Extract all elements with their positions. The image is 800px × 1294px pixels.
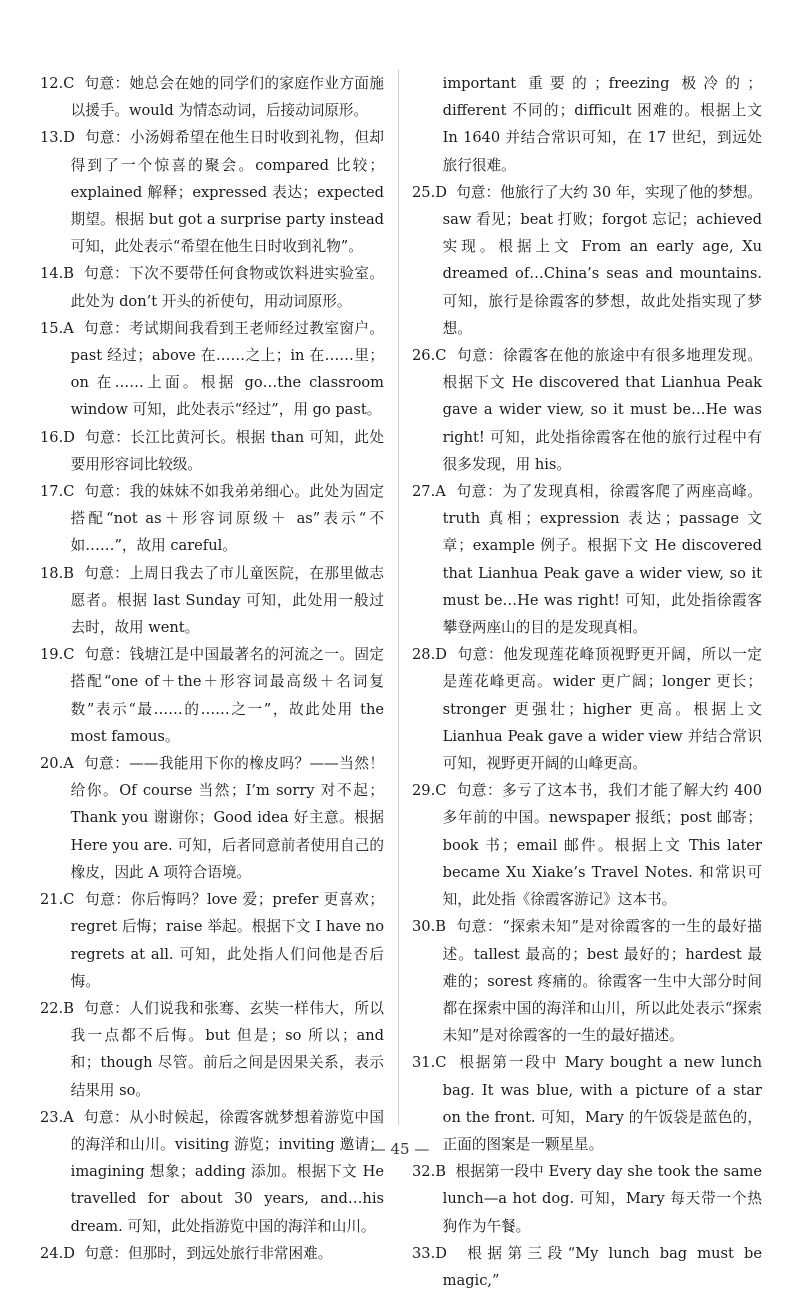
answer-item-23: 23.A 句意：从小时候起，徐霞客就梦想着游览中国的海洋和山川。visiting 游览；inviting 邀请；imagining 想象；adding 添加。根据下文 He travelled for about 30 years, and…his dream. 可知，此处指游览中国的海洋和山川。 <box>40 1108 384 1235</box>
answer-item-33: 33.D 根据第三段“My lunch bag must be magic,” <box>412 1244 763 1289</box>
answer-item-20: 20.A 句意：——我能用下你的橡皮吗？——当然！给你。Of course 当然；I’m sorry 对不起；Thank you 谢谢你；Good idea 好主意。根据 Here you are. 可知，后者同意前者使用自己的橡皮，因此 A 项符合语境。 <box>40 755 384 881</box>
page-number: — 45 — <box>370 1140 430 1158</box>
answer-item-24: 24.D 句意：但那时，到远处旅行非常困难。 <box>40 1244 333 1262</box>
answer-item-30: 30.B 句意：“探索未知”是对徐霞客的一生的最好描述。tallest 最高的；best 最好的；hardest 最难的；sorest 疼痛的。徐霞客一生中大部分时间都在探索中国的海洋和山川，所以此处表示“探索未知”是对徐霞客的一生的最好描述。 <box>412 918 762 1045</box>
answer-item-22: 22.B 句意：人们说我和张骞、玄奘一样伟大，所以我一点都不后悔。but 但是；so 所以；and 和；though 尽管。前后之间是因果关系，表示结果用 so。 <box>40 999 384 1099</box>
answer-item-19: 19.C 句意：钱塘江是中国最著名的河流之一。固定搭配“one of＋the＋形容词最高级＋名词复数”表示“最……的……之一”，故此处用 the most famous。 <box>40 646 384 745</box>
answer-item-29: 29.C 句意：多亏了这本书，我们才能了解大约 400 多年前的中国。newspaper 报纸；post 邮寄；book 书；email 邮件。根据上文 This later became Xu Xiake’s Travel Notes. 和常识可知，此处指《徐霞客游记》这本书。 <box>412 782 762 909</box>
answer-item-21: 21.C 句意：你后悔吗？love 爱；prefer 更喜欢；regret 后悔；raise 举起。根据下文 I have no regrets at all. 可知，此处指人们问他是否后悔。 <box>40 891 384 990</box>
answer-item-15: 15.A 句意：考试期间我看到王老师经过教室窗户。past 经过；above 在……之上；in 在……里；on 在……上面。根据 go…the classroom window 可知，此处表示“经过”，用 go past。 <box>40 319 384 419</box>
answer-item-12: 12.C 句意：她总会在她的同学们的家庭作业方面施以援手。would 为情态动词，后接动词原形。 <box>40 75 384 120</box>
answer-item-18: 18.B 句意：上周日我去了市儿童医院，在那里做志愿者。根据 last Sunday 可知，此处用一般过去时，故用 went。 <box>40 564 384 637</box>
right-column <box>412 70 762 1294</box>
answer-item-32: 32.B 根据第一段中 Every day she took the same lunch—a hot dog. 可知，Mary 每天带一个热狗作为午餐。 <box>412 1163 762 1235</box>
answer-item-26: 26.C 句意：徐霞客在他的旅途中有很多地理发现。根据下文 He discovered that Lianhua Peak gave a wider view, so it must be…He was right! 可知，此处指徐霞客在他的旅行过程中有很多发现，用 his。 <box>412 347 762 473</box>
answer-item-28: 28.D 句意：他发现莲花峰顶视野更开阔，所以一定是莲花峰更高。wider 更广阔；longer 更长；stronger 更强壮；higher 更高。根据上文 Lianhua Peak gave a wider view 并结合常识可知，视野更开阔的山峰更高。 <box>412 646 762 773</box>
answer-item-27: 27.A 句意：为了发现真相，徐霞客爬了两座高峰。truth 真相；expression 表达；passage 文章；example 例子。根据下文 He discovered that Lianhua Peak gave a wider view, so it must be…He was right! 可知，此处指徐霞客攀登两座山的目的是发现真相。 <box>412 483 762 637</box>
column-divider <box>398 70 399 1125</box>
answer-item-31: 31.C 根据第一段中 Mary bought a new lunch bag. It was blue, with a picture of a star on the front. 可知，Mary 的午饭袋是蓝色的，正面的图案是一颗星星。 <box>412 1054 763 1153</box>
answer-item-25: 25.D 句意：他旅行了大约 30 年，实现了他的梦想。saw 看见；beat 打败；forgot 忘记；achieved 实现。根据上文 From an early age, Xu dreamed of…China’s seas and mountains. 可知，旅行是徐霞客的梦想，故此处指实现了梦想。 <box>412 183 762 337</box>
answer-item-13: 13.D 句意：小汤姆希望在他生日时收到礼物，但却得到了一个惊喜的聚会。compared 比较；explained 解释；expressed 表达；expected 期望。根据 but got a surprise party instead 可知，此处表示“希望在他生日时收到礼物”。 <box>40 129 384 256</box>
answer-item-24-continuation: important 重要的；freezing 极冷的；different 不同的；difficult 困难的。根据上文 In 1640 并结合常识可知，在 17 世纪，到远处旅行很难。 <box>442 75 762 174</box>
answer-item-16: 16.D 句意：长江比黄河长。根据 than 可知，此处要用形容词比较级。 <box>40 428 384 473</box>
answer-item-17: 17.C 句意：我的妹妹不如我弟弟细心。此处为固定搭配“not as＋形容词原级＋ as”表示“不如……”，故用 careful。 <box>40 483 384 555</box>
answer-item-14: 14.B 句意：下次不要带任何食物或饮料进实验室。此处为 don’t 开头的祈使句，用动词原形。 <box>40 265 384 310</box>
left-column <box>40 70 384 1267</box>
